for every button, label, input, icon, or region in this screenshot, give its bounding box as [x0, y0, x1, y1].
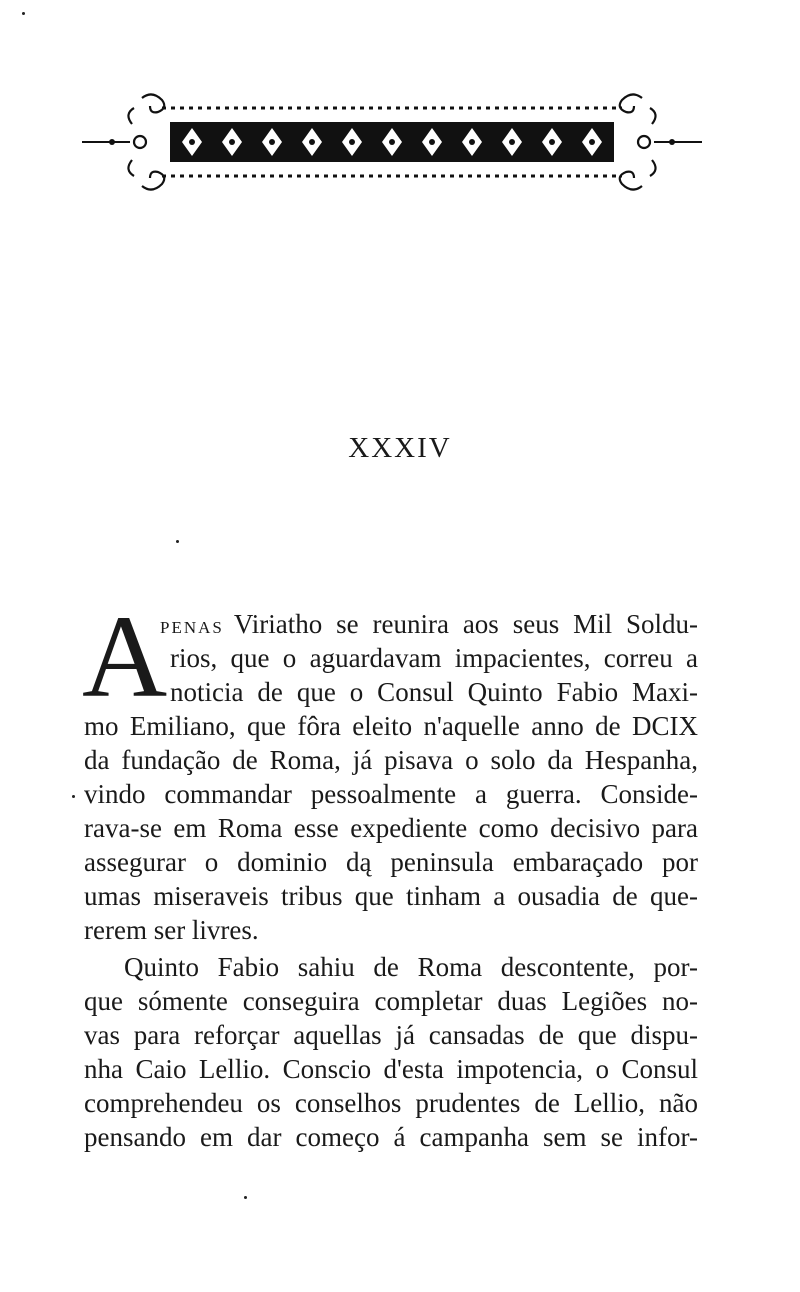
text-line: umas miseraveis tribus que tinham a ousadia de que-	[84, 881, 698, 911]
print-speck	[176, 540, 179, 543]
text-line: pensando em dar começo á campanha sem se infor-	[84, 1122, 698, 1152]
text-line: mo Emiliano, que fôra eleito n'aquelle anno de DCIX	[84, 711, 698, 741]
lead-smallcaps: PENAS	[160, 618, 224, 637]
text-line: rava-se em Roma esse expediente como decisivo para	[84, 813, 698, 843]
text-line: assegurar o dominio dą peninsula embaraçado por	[84, 847, 698, 877]
text-line: que sómente conseguira completar duas Legiões no-	[84, 986, 698, 1016]
text-line: vindo commandar pessoalmente a guerra. Conside-	[84, 779, 698, 809]
line-text: Viriatho se reunira aos seus Mil Soldu-	[233, 609, 698, 639]
text-line: vas para reforçar aquellas já cansadas de que dispu-	[84, 1020, 698, 1050]
text-line: comprehendeu os conselhos prudentes de Lellio, não	[84, 1088, 698, 1118]
text-line: noticia de que o Consul Quinto Fabio Maxi-	[170, 677, 698, 707]
drop-cap: A	[82, 591, 168, 722]
text-line: rios, que o aguardavam impacientes, correu a	[170, 643, 698, 673]
chapter-number: XXXIV	[348, 432, 452, 464]
headpiece-ornament	[82, 86, 702, 198]
print-speck	[244, 1196, 247, 1199]
print-speck	[22, 12, 25, 15]
print-speck	[72, 795, 75, 798]
text-line: da fundação de Roma, já pisava o solo da Hespanha,	[84, 745, 698, 775]
text-line: rerem ser livres.	[84, 915, 259, 945]
text-line: nha Caio Lellio. Conscio d'esta impotencia, o Consul	[84, 1054, 698, 1084]
text-line: Quinto Fabio sahiu de Roma descontente, por-	[124, 952, 698, 982]
text-line	[160, 607, 698, 645]
